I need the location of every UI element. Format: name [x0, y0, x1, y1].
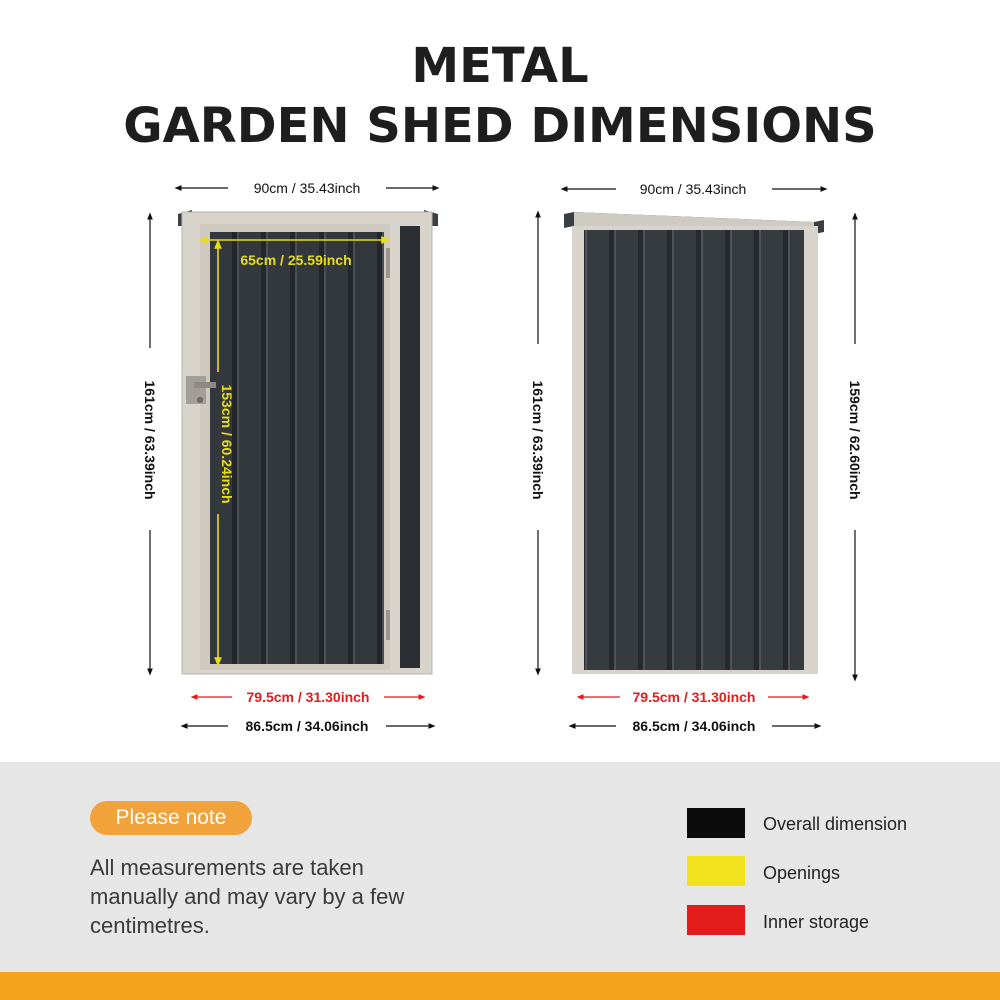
- front-side-panel: [400, 226, 420, 668]
- note-text: All measurements are taken manually and may vary by a few centimetres.: [90, 855, 405, 938]
- front-hinge-bottom: [386, 610, 390, 640]
- side-shed-view: [530, 181, 863, 734]
- door-height-label: 153cm / 60.24inch: [219, 384, 235, 504]
- side-inner-width-label: 79.5cm / 31.30inch: [632, 689, 756, 705]
- front-base-width-label: 86.5cm / 34.06inch: [245, 718, 369, 734]
- legend-label-overall: Overall dimension: [763, 814, 908, 834]
- side-base-width-label: 86.5cm / 34.06inch: [632, 718, 756, 734]
- title-line-2: GARDEN SHED DIMENSIONS: [123, 98, 877, 154]
- title-line-1: METAL: [411, 38, 589, 94]
- front-door-panel: [210, 232, 384, 664]
- front-lock-icon: [186, 376, 206, 404]
- door-width-label: 65cm / 25.59inch: [240, 252, 352, 268]
- side-front-height-label: 161cm / 63.39inch: [530, 380, 546, 500]
- side-panel: [584, 230, 804, 670]
- legend-swatch-inner: [687, 905, 745, 935]
- front-height-label: 161cm / 63.39inch: [142, 380, 158, 500]
- front-shed-view: [142, 180, 438, 734]
- front-hinge-top: [386, 248, 390, 278]
- bottom-accent-bar: [0, 972, 1000, 1000]
- front-top-width-label: 90cm / 35.43inch: [253, 180, 361, 196]
- legend-swatch-overall: [687, 808, 745, 838]
- legend-label-inner: Inner storage: [763, 912, 870, 932]
- side-back-height-label: 159cm / 62.60inch: [847, 380, 863, 500]
- front-inner-width-label: 79.5cm / 31.30inch: [246, 689, 370, 705]
- legend-swatch-openings: [687, 856, 745, 886]
- legend-label-openings: Openings: [763, 863, 841, 883]
- please-note-badge: Please note: [90, 801, 252, 835]
- side-top-width-label: 90cm / 35.43inch: [639, 181, 747, 197]
